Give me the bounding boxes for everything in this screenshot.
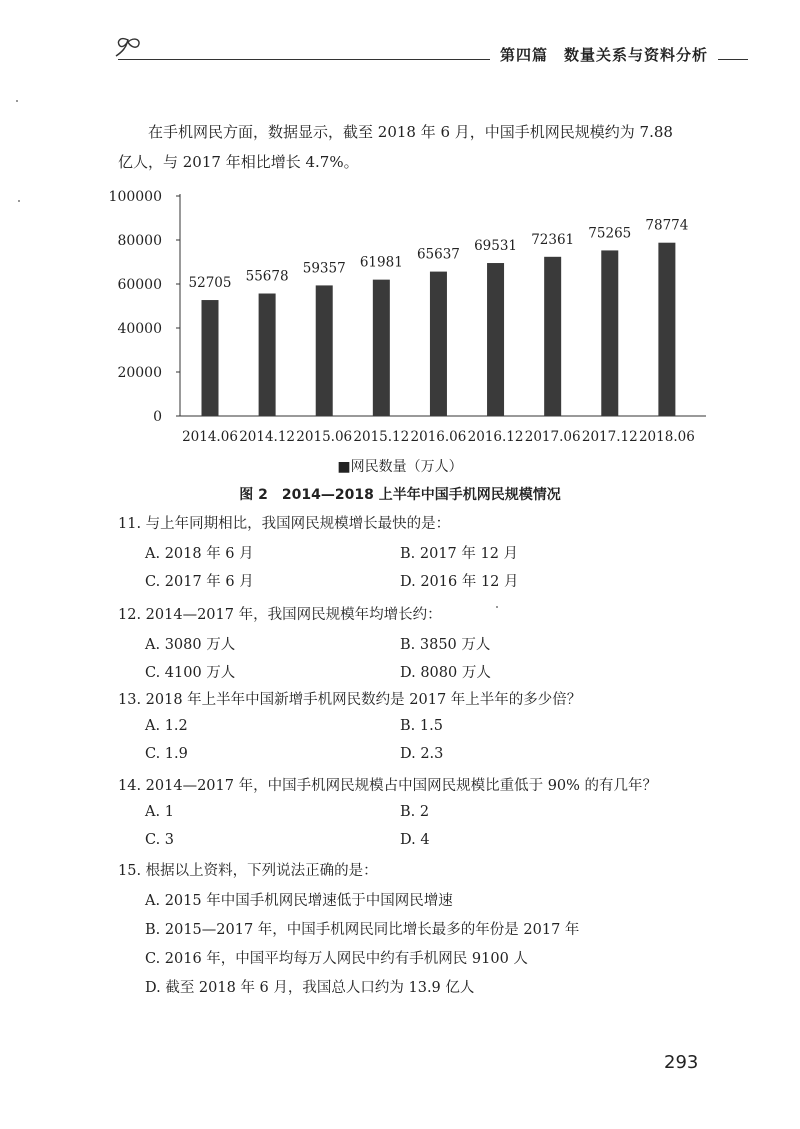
scan-speck [496, 606, 498, 608]
data-label: 55678 [245, 268, 289, 285]
x-tick-label: 2015.06 [296, 429, 353, 445]
y-tick-label: 100000 [108, 189, 162, 205]
bar [601, 250, 618, 416]
bar [373, 280, 390, 416]
answer-option[interactable]: B. 2 [400, 804, 430, 820]
x-tick-label: 2017.06 [524, 429, 581, 445]
answer-option[interactable]: C. 2016 年，中国平均每万人网民中约有手机网民 9100 人 [145, 951, 528, 967]
answer-option[interactable]: C. 3 [145, 832, 175, 848]
y-tick-label: 80000 [117, 233, 162, 249]
bar [658, 243, 675, 416]
bar [316, 285, 333, 416]
answer-option[interactable]: A. 3080 万人 [145, 637, 236, 653]
answer-option[interactable]: C. 1.9 [145, 746, 188, 762]
y-tick-label: 20000 [117, 365, 162, 381]
question-stem: 14. 2014—2017 年，中国手机网民规模占中国网民规模比重低于 90% 的有几年？ [118, 778, 658, 794]
figure-caption: 图 2 2014—2018 上半年中国手机网民规模情况 [239, 487, 561, 503]
answer-option[interactable]: B. 1.5 [400, 718, 443, 734]
x-tick-label: 2016.06 [410, 429, 467, 445]
answer-option[interactable]: A. 1 [145, 804, 174, 820]
data-label: 72361 [531, 231, 575, 248]
data-label: 61981 [359, 254, 403, 271]
y-tick-label: 0 [153, 409, 162, 425]
answer-option[interactable]: B. 3850 万人 [400, 637, 491, 653]
answer-option[interactable]: D. 2.3 [400, 746, 444, 762]
answer-option[interactable]: B. 2017 年 12 月 [400, 546, 519, 562]
x-tick-label: 2015.12 [353, 429, 410, 445]
y-tick-label: 60000 [117, 277, 162, 293]
data-label: 69531 [474, 238, 518, 255]
data-label: 59357 [302, 260, 346, 277]
bar [544, 257, 561, 416]
bar [487, 263, 504, 416]
x-tick-label: 2017.12 [581, 429, 638, 445]
scan-speck [18, 200, 20, 202]
legend-label: ■网民数量（万人） [337, 459, 463, 475]
bar-chart [100, 180, 710, 478]
data-label: 75265 [588, 225, 632, 242]
x-tick-label: 2014.06 [182, 429, 238, 445]
bar [430, 272, 447, 416]
intro-paragraph: 在手机网民方面，数据显示，截至 2018 年 6 月，中国手机网民规模约为 7.88 亿人，与 2017 年相比增长 4.7%。 [118, 123, 673, 171]
answer-option[interactable]: A. 1.2 [145, 718, 188, 734]
answer-option[interactable]: D. 4 [400, 832, 430, 848]
bar [202, 300, 219, 416]
answer-option[interactable]: C. 2017 年 6 月 [145, 574, 254, 590]
x-tick-label: 2018.06 [638, 429, 695, 445]
answer-option[interactable]: C. 4100 万人 [145, 665, 236, 681]
y-tick-label: 40000 [117, 321, 162, 337]
answer-option[interactable]: D. 截至 2018 年 6 月，我国总人口约为 13.9 亿人 [145, 980, 475, 996]
data-label: 52705 [188, 275, 232, 292]
answer-option[interactable]: B. 2015—2017 年，中国手机网民同比增长最多的年份是 2017 年 [145, 922, 580, 938]
leaf-icon [112, 34, 152, 60]
scan-speck [16, 100, 18, 102]
x-tick-label: 2016.12 [467, 429, 524, 445]
question-stem: 13. 2018 年上半年中国新增手机网民数约是 2017 年上半年的多少倍？ [118, 692, 582, 708]
answer-option[interactable]: A. 2018 年 6 月 [145, 546, 254, 562]
answer-option[interactable]: A. 2015 年中国手机网民增速低于中国网民增速 [145, 893, 453, 909]
bar [259, 294, 276, 416]
answer-option[interactable]: D. 8080 万人 [400, 665, 491, 681]
page-number: 293 [664, 1052, 699, 1073]
question-stem: 12. 2014—2017 年，我国网民规模年均增长约： [118, 607, 442, 623]
data-label: 65637 [416, 246, 460, 263]
x-tick-label: 2014.12 [239, 429, 296, 445]
question-stem: 15. 根据以上资料，下列说法正确的是： [118, 863, 378, 879]
section-title: 第四篇 数量关系与资料分析 [490, 44, 718, 65]
answer-option[interactable]: D. 2016 年 12 月 [400, 574, 519, 590]
question-stem: 11. 与上年同期相比，我国网民规模增长最快的是： [118, 516, 451, 532]
data-label: 78774 [645, 217, 689, 234]
